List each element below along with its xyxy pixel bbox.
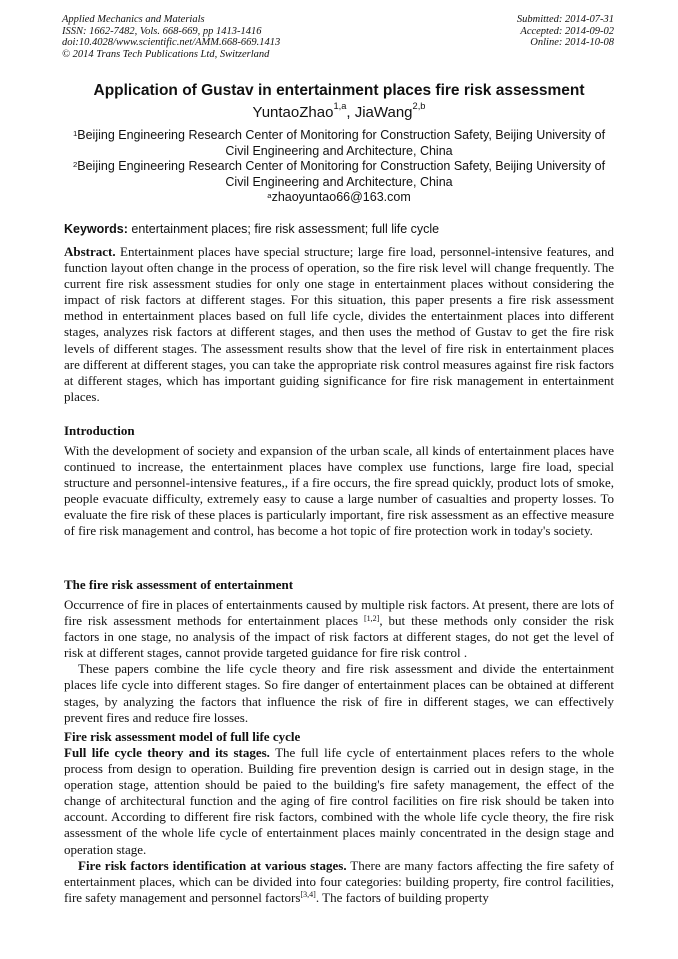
journal-name: Applied Mechanics and Materials [62,14,205,25]
subsection-p2-text-a: There are many factors affecting the fire safety of entertainment places, which can be divided into four categories: building property, fire control facilities, fire safety management and personnel factors [64,857,614,905]
affiliation-1-num: 1 [72,128,78,138]
section-paragraph-1 [64,597,614,661]
citation-3-4: [3,4] [300,890,316,900]
online-date: Online: 2014-10-08 [530,37,614,48]
subsection-p2-label: Fire risk factors identification at various stages. [78,857,347,873]
author-2-sup: 2,b [412,101,426,112]
doi-line: doi:10.4028/www.scientific.net/AMM.668-669.1413 [62,37,281,48]
affiliation-1 [64,128,614,159]
submitted-date: Submitted: 2014-07-31 [516,14,614,25]
issn-line: ISSN: 1662-7482, Vols. 668-669, pp 1413-1416 [62,25,262,37]
introduction-heading: Introduction [64,423,135,438]
email-sup: a [267,190,272,200]
subsection-p1-label: Full life cycle theory and its stages. [64,745,270,760]
section-p1-text-b: , but these methods only consider the risk factors in one stage, no analysis of the impact of risk factors at different stages, do not get the level of risk at different stages, cannot provide targeted guidance for fire risk control . [64,613,614,661]
abstract-label: Abstract. [64,244,116,259]
affiliation-2-text: Beijing Engineering Research Center of Monitoring for Construction Safety, Beijing University of Civil Engineering and Architecture, China [77,159,606,189]
dates-info [517,14,614,49]
email: zhaoyuntao66@163.com [271,190,411,204]
authors [0,101,678,121]
citation-1-2: [1,2] [363,613,380,623]
email-line [64,190,614,206]
subsection-paragraph-2 [64,858,614,906]
keywords-text: entertainment places; fire risk assessment; full life cycle [127,222,440,236]
affiliation-2-num: 2 [72,159,78,169]
abstract [64,244,614,405]
author-separator: , [346,104,355,121]
author-1-sup: 1,a [333,101,347,112]
keywords [64,222,614,236]
affiliation-2 [64,159,614,190]
section-body [64,597,614,726]
introduction-paragraph: With the development of society and expansion of the urban scale, all kinds of entertainment places have continued to increase, the entertainment places have complex use functions, large fire load, special structure and personnel-intensive features,, if a fire occurs, the fire spread quickly, product lots of smoke, people evacuate difficulty, extremely easy to cause a large number of casualties and property losses. To evaluate the fire risk of these places is particularly important, fire risk assessment as an effective measure of fire risk management and control, has become a hot topic of fire protection work in today's society. [64,443,614,539]
subsection-p1-text: The full life cycle of entertainment places refers to the whole process from design to operation. Building fire prevention design is carried out in design stage, in the operation stage, attention should be paied to the building's fire safety management, the effect of the change of architectural function and the aging of fire control facilities on fire risk should be taken into account. According to different fire risk factors, combined with the whole life cycle theory, the fire risk assessment of the whole life cycle of entertainment places mainly concentrated in the design stage and operation stage. [64,745,614,857]
subsection-p2-text-b: . The factors of building property [315,889,489,905]
subsection-paragraph-1 [64,745,614,858]
copyright-line: © 2014 Trans Tech Publications Ltd, Switzerland [62,48,270,60]
subsection-body [64,745,614,906]
paper-title: Application of Gustav in entertainment places fire risk assessment [93,82,585,99]
author-1: YuntaoZhao [252,104,334,121]
abstract-text: Entertainment places have special structure; large fire load, personnel-intensive features, and function layout often change in the process of operation, so the fire risk level will change frequently. The current fire risk assessment studies for only one stage in entertainment places without considering the impact of risk factors at different stages. For this situation, this paper presents a fire risk assessment method in entertainment places based on full life cycle, divides the entertainment places into different stages, analyzes risk factors at different stages, and then uses the method of Gustav to get the fire risk levels of different stages. The assessment results show that the level of fire risk in entertainment places are different at different stages, you can take the appropriate risk control measures against fire risk factors at different stages, which has important guiding significance for fire risk management in entertainment places. [64,244,614,404]
section-paragraph-2: These papers combine the life cycle theory and fire risk assessment and divide the entertainment places life cycle into different stages. So fire danger of entertainment places can be obtained at different stages, by analyzing the factors that influence the risk of fire in different stages, we can effectively prevent fires and reduce fire losses. [64,661,614,725]
section-heading: The fire risk assessment of entertainment [64,577,294,592]
affiliation-1-text: Beijing Engineering Research Center of Monitoring for Construction Safety, Beijing University of Civil Engineering and Architecture, China [77,128,606,158]
journal-info [62,14,280,60]
accepted-date: Accepted: 2014-09-02 [520,25,614,37]
introduction-body [64,443,614,540]
affiliations [64,128,614,206]
section-p1-text-a: Occurrence of fire in places of entertainments caused by multiple risk factors. At present, there are lots of fire risk assessment methods for entertainment places [64,597,614,629]
keywords-label: Keywords: [64,222,128,236]
author-2: JiaWang [354,104,413,121]
subsection-heading: Fire risk assessment model of full life cycle [64,729,301,744]
